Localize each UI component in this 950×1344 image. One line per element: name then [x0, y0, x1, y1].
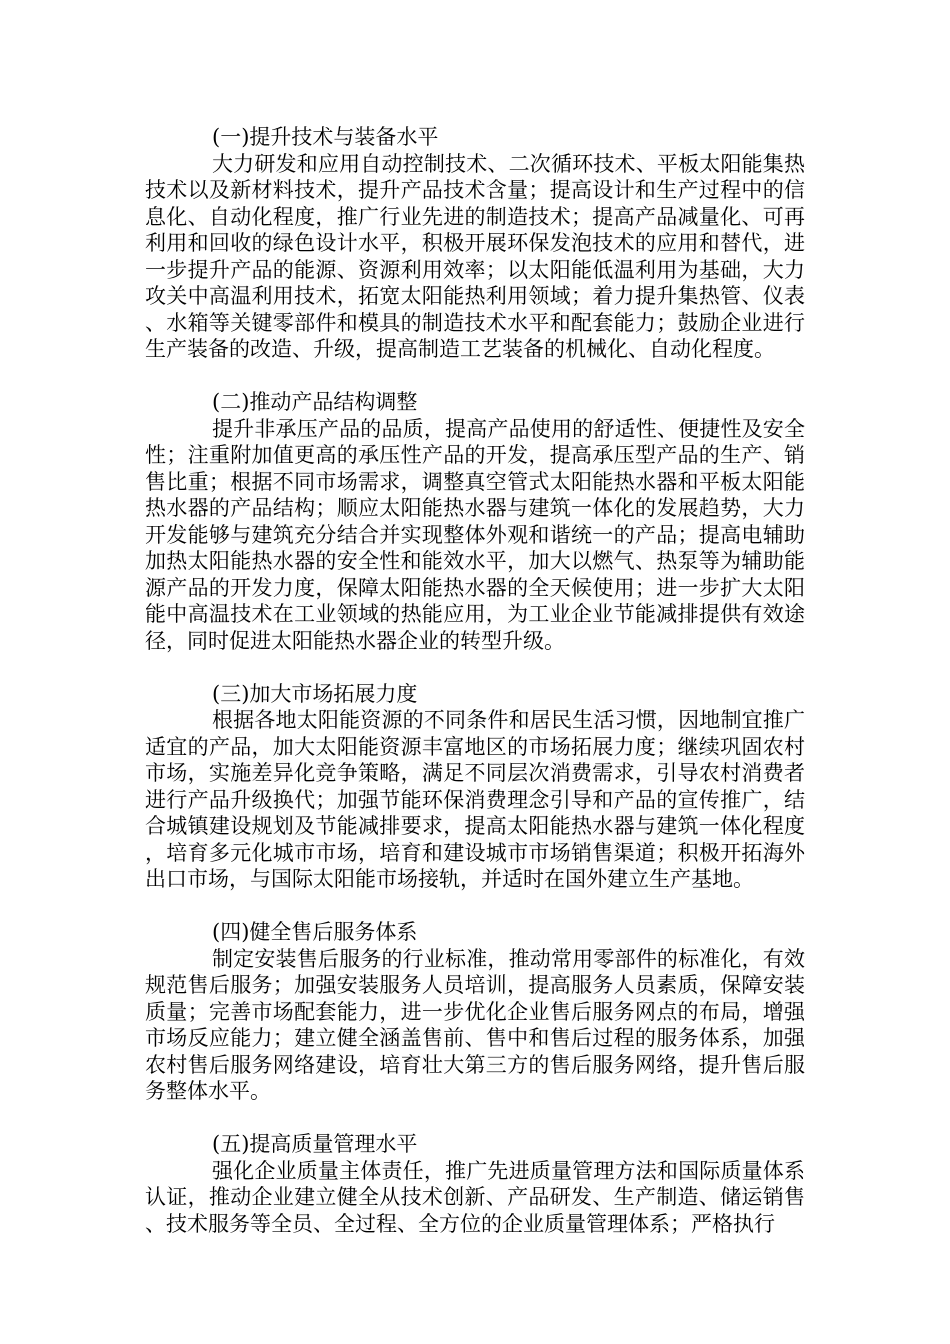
section-quality-management: [145, 1131, 805, 1237]
section-after-sales-service: [145, 919, 805, 1105]
section-heading: (五)提高质量管理水平: [212, 1132, 418, 1156]
section-heading: (三)加大市场拓展力度: [212, 681, 418, 706]
section-paragraph: 提升非承压产品的品质，提高产品使用的舒适性、便捷性及安全性；注重附加值更高的承压性产品的开发，提高承压型产品的生产、销售比重；根据不同市场需求，调整真空管式太阳能热水器和平板太阳能热水器的产品结构；顺应太阳能热水器与建筑一体化的发展趋势，大力开发能够与建筑充分结合并实现整体外观和谐统一的产品；提高电辅助加热太阳能热水器的安全性和能效水平，加大以燃气、热泵等为辅助能源产品的开发力度，保障太阳能热水器的全天候使用；进一步扩大太阳能中高温技术在工业领域的热能应用，为工业企业节能减排提供有效途径，同时促进太阳能热水器企业的转型升级。: [145, 416, 805, 653]
section-product-structure: [145, 389, 805, 654]
section-heading: (一)提升技术与装备水平: [212, 125, 439, 149]
section-paragraph: 根据各地太阳能资源的不同条件和居民生活习惯，因地制宜推广适宜的产品，加大太阳能资源丰富地区的市场拓展力度；继续巩固农村市场，实施差异化竞争策略，满足不同层次消费需求，引导农村消费者进行产品升级换代；加强节能环保消费理念引导和产品的宣传推广，结合城镇建设规划及节能减排要求，提高太阳能热水器与建筑一体化程度，培育多元化城市市场，培育和建设城市市场销售渠道；积极开拓海外出口市场，与国际太阳能市场接轨，并适时在国外建立生产基地。: [145, 708, 805, 891]
section-heading: (二)推动产品结构调整: [212, 390, 418, 414]
section-market-expansion: [145, 681, 805, 893]
section-paragraph: 强化企业质量主体责任，推广先进质量管理方法和国际质量体系认证，推动企业建立健全从技术创新、产品研发、生产制造、储运销售、技术服务等全员、全过程、全方位的企业质量管理体系；严格执行: [145, 1158, 805, 1236]
document-page: [145, 124, 805, 1237]
section-paragraph: 制定安装售后服务的行业标准，推动常用零部件的标准化，有效规范售后服务；加强安装服务人员培训，提高服务人员素质，保障安装质量；完善市场配套能力，进一步优化企业售后服务网点的布局，增强市场反应能力；建立健全涵盖售前、售中和售后过程的服务体系，加强农村售后服务网络建设，培育壮大第三方的售后服务网络，提升售后服务整体水平。: [145, 946, 805, 1103]
section-heading: (四)健全售后服务体系: [212, 920, 418, 944]
section-technology-equipment: [145, 124, 805, 363]
section-paragraph: 大力研发和应用自动控制技术、二次循环技术、平板太阳能集热技术以及新材料技术，提升产品技术含量；提高设计和生产过程中的信息化、自动化程度，推广行业先进的制造技术；提高产品减量化、可再利用和回收的绿色设计水平，积极开展环保发泡技术的应用和替代，进一步提升产品的能源、资源利用效率；以太阳能低温利用为基础，大力攻关中高温利用技术，拓宽太阳能热利用领域；着力提升集热管、仪表、水箱等关键零部件和模具的制造技术水平和配套能力；鼓励企业进行生产装备的改造、升级，提高制造工艺装备的机械化、自动化程度。: [145, 151, 805, 361]
